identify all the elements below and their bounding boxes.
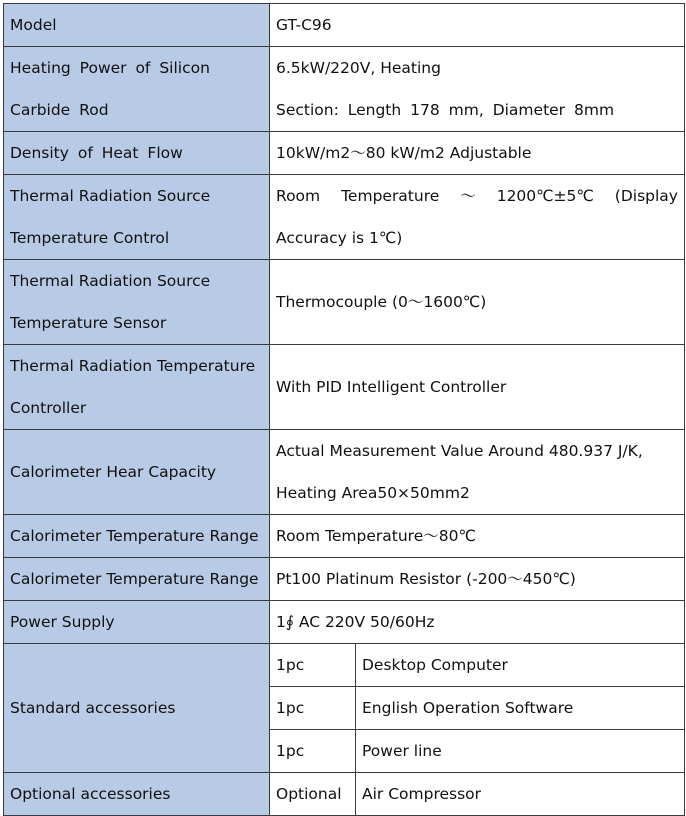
table-row: [4, 515, 685, 558]
accessory-qty: Optional: [270, 773, 356, 816]
spec-table: [3, 3, 685, 816]
table-row: [4, 644, 685, 687]
spec-label: Thermal Radiation Temperature Controller: [4, 345, 270, 430]
spec-value: Room Temperature〜80℃: [270, 515, 685, 558]
spec-value: With PID Intelligent Controller: [270, 345, 685, 430]
standard-accessories-label: Standard accessories: [4, 644, 270, 773]
table-row: [4, 558, 685, 601]
spec-value: Pt100 Platinum Resistor (-200〜450℃): [270, 558, 685, 601]
accessory-name: Air Compressor: [356, 773, 685, 816]
accessory-name: Power line: [356, 730, 685, 773]
spec-value: Actual Measurement Value Around 480.937 J/K, Heating Area50×50mm2: [270, 430, 685, 515]
optional-accessories-label: Optional accessories: [4, 773, 270, 816]
spec-label: Thermal Radiation Source Temperature Sensor: [4, 260, 270, 345]
table-row: [4, 601, 685, 644]
table-row: [4, 345, 685, 430]
spec-label: Calorimeter Temperature Range: [4, 558, 270, 601]
table-row: [4, 430, 685, 515]
accessory-name: Desktop Computer: [356, 644, 685, 687]
spec-value: Room Temperature 〜 1200℃±5℃ (Display Accuracy is 1℃): [270, 175, 685, 260]
table-row: [4, 47, 685, 132]
spec-label: Heating Power of Silicon Carbide Rod: [4, 47, 270, 132]
accessory-name: English Operation Software: [356, 687, 685, 730]
table-row: [4, 4, 685, 47]
spec-label: Thermal Radiation Source Temperature Control: [4, 175, 270, 260]
accessory-qty: 1pc: [270, 730, 356, 773]
spec-value: Thermocouple (0〜1600℃): [270, 260, 685, 345]
spec-label: Calorimeter Hear Capacity: [4, 430, 270, 515]
spec-label: Model: [4, 4, 270, 47]
spec-label: Power Supply: [4, 601, 270, 644]
spec-value: GT-C96: [270, 4, 685, 47]
spec-value: 6.5kW/220V, Heating Section: Length 178 mm, Diameter 8mm: [270, 47, 685, 132]
accessory-qty: 1pc: [270, 644, 356, 687]
accessory-qty: 1pc: [270, 687, 356, 730]
spec-label: Density of Heat Flow: [4, 132, 270, 175]
table-row: [4, 132, 685, 175]
spec-label: Calorimeter Temperature Range: [4, 515, 270, 558]
spec-value: 1∮ AC 220V 50/60Hz: [270, 601, 685, 644]
table-row: [4, 773, 685, 816]
table-row: [4, 260, 685, 345]
spec-value: 10kW/m2〜80 kW/m2 Adjustable: [270, 132, 685, 175]
table-row: [4, 175, 685, 260]
